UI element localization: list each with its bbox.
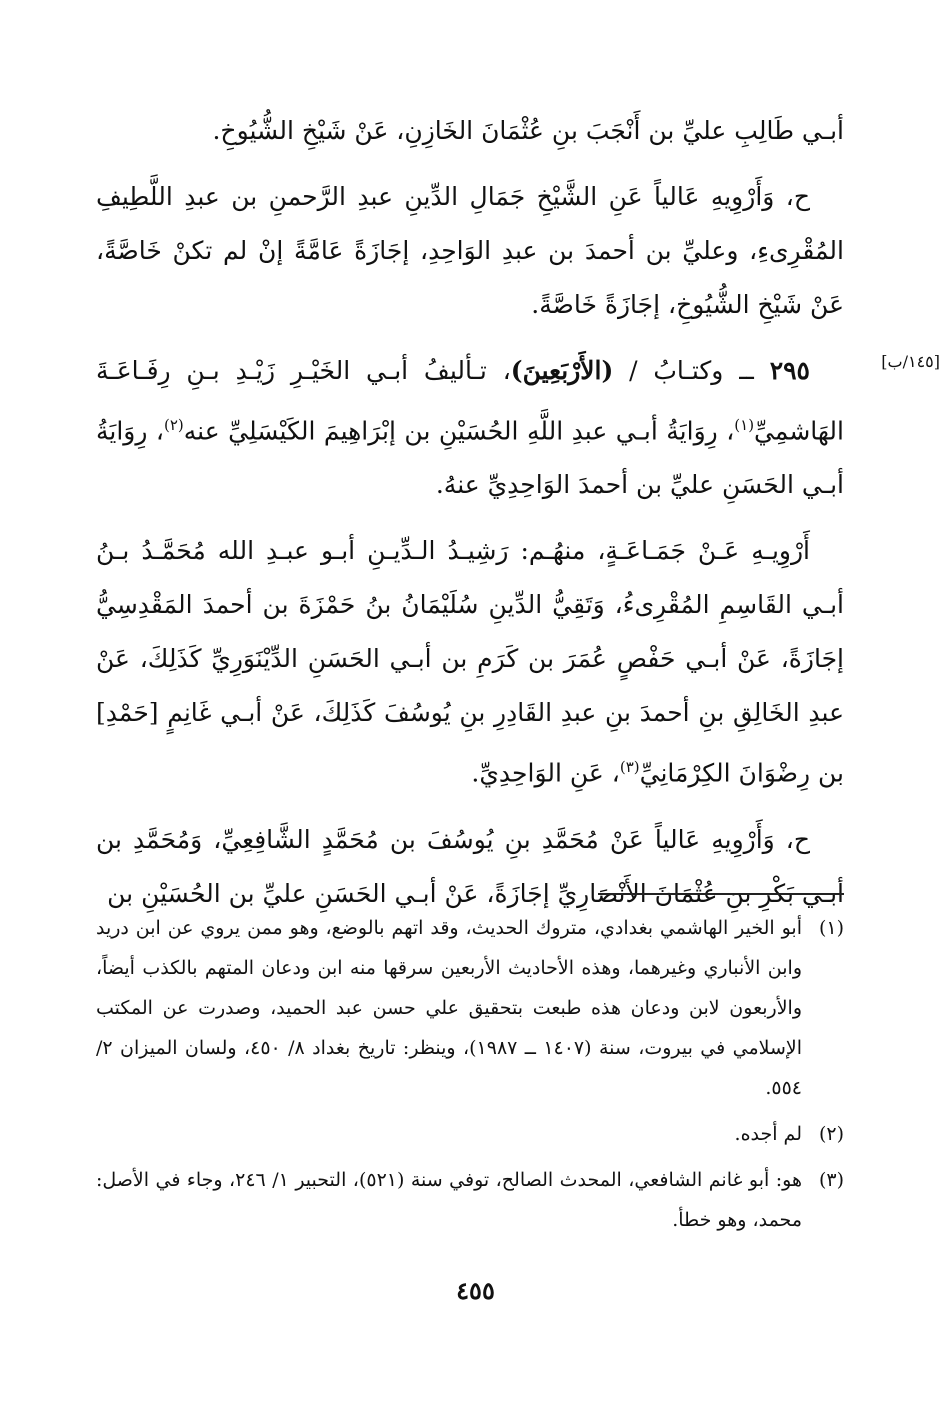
paragraph-text: أبـي طَالِبِ عليِّ بن أَنْجَبَ بنِ عُثْمَانَ الخَازِنِ، عَنْ شَيْخِ الشُّيُوخِ. xyxy=(212,116,844,145)
footnote-number: (١) xyxy=(818,917,844,939)
footnote xyxy=(96,1160,844,1240)
paragraph-text-2: ، عَنِ الوَاحِدِيِّ. xyxy=(471,758,620,788)
footnote-text: أبو الخير الهاشمي بغدادي، متروك الحديث، وقد اتهم بالوضع، وهو ممن يروي عن ابن دريد وابن الأنباري وغيرهما، وهذه الأحاديث الأربعين سرقها منه ابن ودعان المتهم بالكذب أيضاً، والأربعون لابن ودعان هذه طبعت بتحقيق علي حسن عبد الحميد، وصدرت عن المكتب الإسلامي في بيروت، سنة (١٤٠٧ ــ ١٩٨٧)، وينظر: تاريخ بغداد ٨/ ٤٥٠، ولسان الميزان ٢/ ٥٥٤. xyxy=(96,917,802,1099)
paragraph-chain-alt xyxy=(96,170,844,332)
paragraph-continuation xyxy=(96,104,844,158)
book-title: (الأَرْبَعِينَ) xyxy=(510,356,614,385)
page-number: ٤٥٥ xyxy=(456,1276,495,1305)
paragraph-text: أَرْوِيـهِ عَـنْ جَمَـاعَـةٍ، منهُـم: رَشِيـدُ الـدِّيـنِ أبـو عبـدِ الله مُحَمَّـدُ بـنُ أبـي القَاسِمِ المُقْرِىءُ، وَتَقِيُّ الدِّينِ سُلَيْمَانُ بنُ حَمْزَةَ بن أحمدَ المَقْدِسِيُّ إجَازَةً، عَنْ أبـي حَفْصٍ عُمَرَ بن كَرَمِ بن أبـي الحَسَنِ الدِّيْنَوَرِيِّ كَذَلِكَ، عَنْ عبدِ الخَالِقِ بنِ أحمدَ بنِ عبدِ القَادِرِ بنِ يُوسُفَ كَذَلِكَ، عَنْ أبـي غَانِمٍ [حَمْدِ] بن رِضْوَانَ الكِرْمَانِيِّ xyxy=(96,536,844,788)
paragraph-narrators xyxy=(96,524,844,800)
footnote-divider xyxy=(598,893,844,895)
footnote xyxy=(96,1114,844,1154)
footnote-text: لم أجده. xyxy=(734,1123,802,1145)
footnote-ref-2: (٢) xyxy=(164,416,184,434)
footnotes xyxy=(96,908,844,1246)
entry-dash: ــ xyxy=(739,356,754,385)
entry-text-2: ، رِوَايَةُ أبـي عبدِ اللَّهِ الحُسَيْنِ بن إبْرَاهِيمَ الكَيْسَلِيِّ عنه xyxy=(183,416,735,446)
paragraph-text: ح، وَأَرْوِيهِ عَالياً عَنْ مُحَمَّدِ بنِ يُوسُفَ بن مُحَمَّدٍ الشَّافِعِيِّ، وَمُحَمَّدِ بن أبـي بَكْرِ بنِ عُثْمَانَ الأَنْصَارِيِّ إجَازَةً، عَنْ أبـي الحَسَنِ عليِّ بن الحُسَيْنِ بن xyxy=(96,824,844,908)
paragraph-text: ح، وَأَرْوِيهِ عَالياً عَنِ الشَّيْخِ جَمَالِ الدِّينِ عبدِ الرَّحمنِ بن عبدِ اللَّطِيفِ المُقْرِىءِ، وعليِّ بن أحمدَ بن عبدِ الوَاحِدِ، إجَازَةً عَامَّةً إنْ لم تكنْ خَاصَّةً، عَنْ شَيْخِ الشُّيُوخِ، إجَازَةً خَاصَّةً. xyxy=(96,182,844,319)
footnote xyxy=(96,908,844,1108)
entry-295 xyxy=(96,344,844,512)
footnote-text: هو: أبو غانم الشافعي، المحدث الصالح، توفي سنة (٥٢١)، التحبير ١/ ٢٤٦، وجاء في الأصل: محمد، وهو خطأ. xyxy=(96,1169,802,1231)
main-text xyxy=(96,104,844,933)
entry-text-3: ، رِوَايَةُ أبـي الحَسَنِ عليِّ بن أحمدَ الوَاحِدِيِّ عنهُ. xyxy=(96,416,844,500)
footnote-number: (٣) xyxy=(818,1169,844,1191)
footnote-number: (٢) xyxy=(818,1123,844,1145)
entry-text: ، تـأليفُ أبـي الخَيْـرِ زَيْـدِ بـنِ رِفَـاعَـةَ الهَاشمِيِّ xyxy=(96,356,844,446)
footnote-ref-1: (١) xyxy=(734,416,755,434)
manuscript-folio-note: [١٤٥/ب] xyxy=(881,352,940,371)
entry-lead: وكتـابُ / xyxy=(629,356,724,385)
footnote-ref-3: (٣) xyxy=(619,758,640,777)
entry-number: ٢٩٥ xyxy=(769,356,810,385)
paragraph-chain-alt-2 xyxy=(96,813,844,921)
